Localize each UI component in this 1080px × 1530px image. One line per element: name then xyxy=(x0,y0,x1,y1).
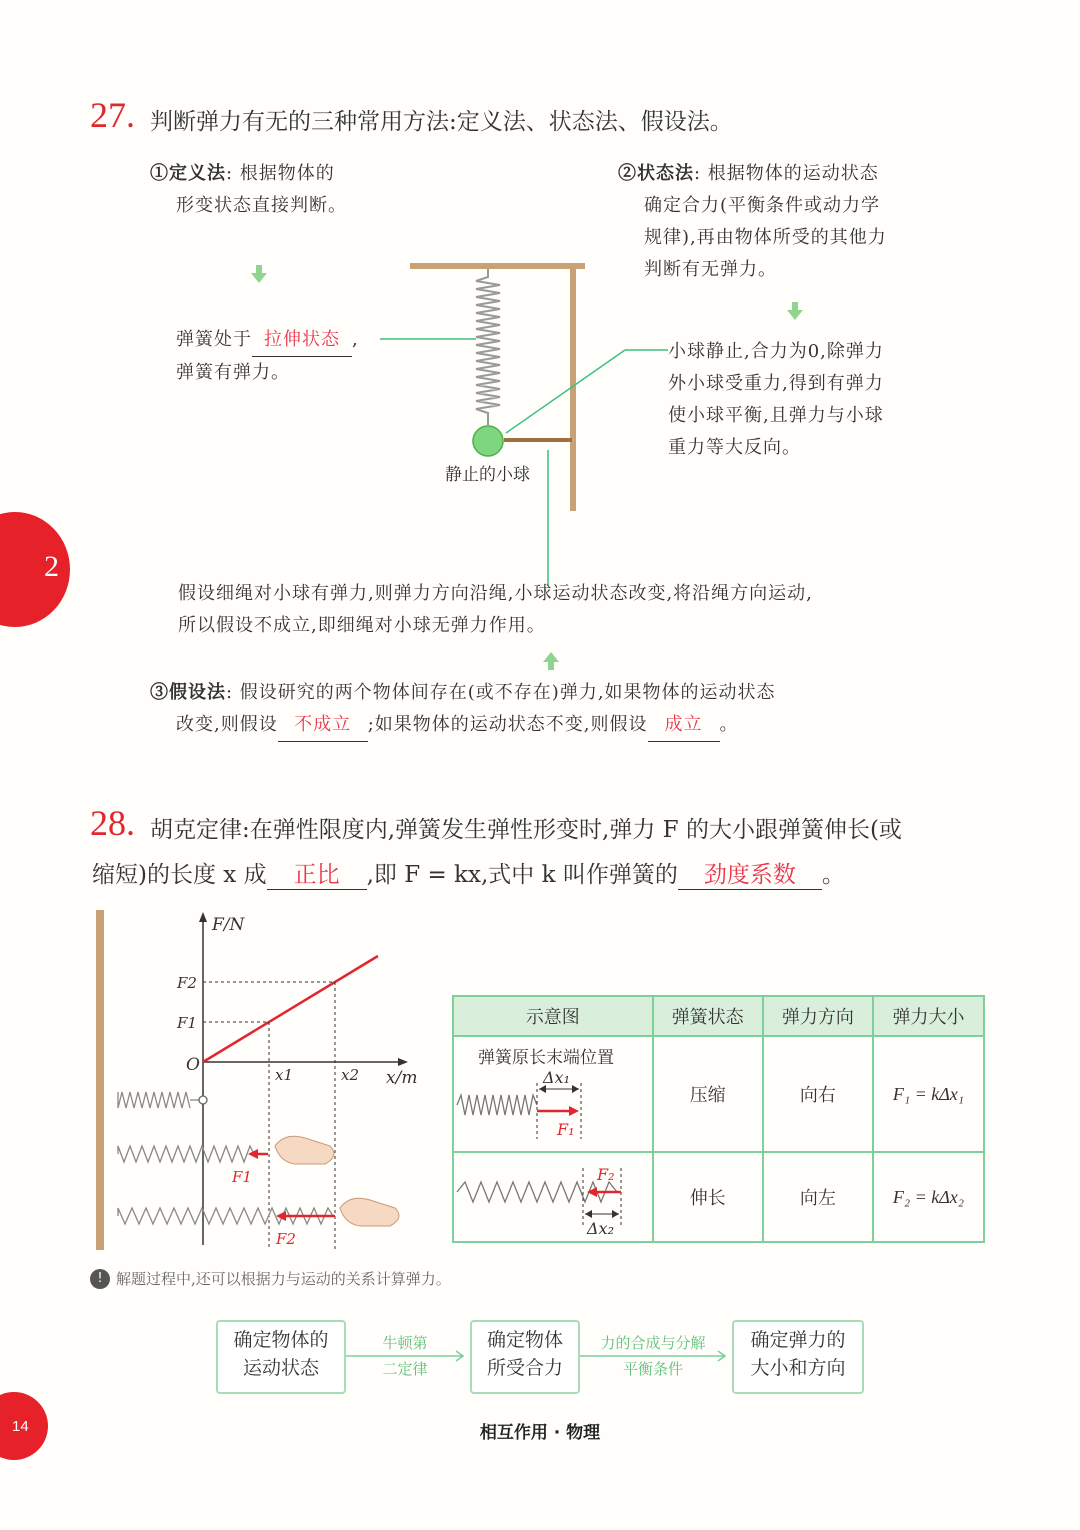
dx1-label: Δx₁ xyxy=(543,1068,570,1087)
state-line1: 小球静止,合力为0,除弹力 xyxy=(668,341,884,362)
ball-label: 静止的小球 xyxy=(445,465,530,485)
flow-arrow-2-line2: 平衡条件 xyxy=(622,1360,683,1378)
wall xyxy=(96,910,104,1250)
q28-line2-pre: 缩短)的长度 x 成 xyxy=(92,862,267,888)
spring-compressed xyxy=(118,1092,190,1108)
q28-number: 28. xyxy=(90,803,135,843)
chapter-tab xyxy=(0,512,70,627)
flow-box-3-line2: 大小和方向 xyxy=(750,1357,846,1379)
table-row xyxy=(453,1036,984,1152)
method3-mid: ;如果物体的运动状态不变,则假设 xyxy=(367,714,648,735)
spring-table xyxy=(452,995,985,1243)
flow-arrow-1-line1: 牛顿第 xyxy=(382,1334,428,1352)
method2-text2: 确定合力(平衡条件或动力学 xyxy=(644,195,881,216)
table-cell: F₁ = kΔx₁ xyxy=(873,1036,984,1152)
flow-box-3 xyxy=(732,1320,864,1394)
q27-title: 判断弹力有无的三种常用方法:定义法、状态法、假设法。 xyxy=(150,109,733,135)
table-header-cell: 弹力方向 xyxy=(763,996,873,1036)
state-line2: 外小球受重力,得到有弹力 xyxy=(668,373,884,394)
diagram-caption: 弹簧原长末端位置 xyxy=(478,1048,614,1068)
spring-natural xyxy=(118,1146,254,1162)
tip-text: 解题过程中,还可以根据力与运动的关系计算弹力。 xyxy=(116,1270,451,1288)
x-axis-label: x/m xyxy=(386,1068,418,1088)
answer-not-hold: 不成立 xyxy=(278,709,368,742)
spring-ball-figure xyxy=(340,255,680,595)
flow-box-3-line1: 确定弹力的 xyxy=(750,1329,846,1351)
answer-stretch: 拉伸状态 xyxy=(252,324,352,357)
method1 xyxy=(150,158,430,222)
flow-box-2-line1: 确定物体 xyxy=(486,1329,563,1351)
fx-chart xyxy=(90,910,420,1255)
fx-line xyxy=(203,956,378,1062)
method3-end: 。 xyxy=(719,714,739,735)
x-tick-label: x1 xyxy=(275,1066,294,1084)
origin-label: O xyxy=(186,1055,200,1075)
table-cell: 向右 xyxy=(763,1036,873,1152)
method2-text4: 判断有无弹力。 xyxy=(644,259,777,280)
arrow-up-icon xyxy=(543,652,559,670)
q27-number: 27. xyxy=(90,95,135,135)
table-cell: F₂ = kΔx₂ xyxy=(873,1152,984,1242)
table-header-cell: 弹簧状态 xyxy=(653,996,763,1036)
state-explanation xyxy=(668,336,968,464)
hypothesis-line1: 假设细绳对小球有弹力,则弹力方向沿绳,小球运动状态改变,将沿绳方向运动, xyxy=(178,583,813,604)
warning-icon: ! xyxy=(90,1269,110,1289)
x-tick-label: x2 xyxy=(341,1066,360,1084)
flow-box-1 xyxy=(216,1320,346,1394)
table-row xyxy=(453,1152,984,1242)
chapter-number: 2 xyxy=(44,550,59,583)
table-header-cell: 示意图 xyxy=(453,996,653,1036)
spring-pre: 弹簧处于 xyxy=(176,329,252,350)
method2-text3: 规律),再由物体所受的其他力 xyxy=(644,227,887,248)
arrow-down-icon xyxy=(251,265,267,283)
f1-label: F₁ xyxy=(557,1120,575,1139)
q28-line2-end: 。 xyxy=(821,862,845,888)
method3 xyxy=(150,677,980,742)
diagram-cell xyxy=(453,1152,653,1242)
method3-label: ③假设法 xyxy=(150,682,226,703)
method1-text: : 根据物体的 xyxy=(226,163,335,184)
tip xyxy=(90,1268,451,1289)
table-header-cell: 弹力大小 xyxy=(873,996,984,1036)
method3-text: : 假设研究的两个物体间存在(或不存在)弹力,如果物体的运动状态 xyxy=(226,682,776,703)
arrow-right-icon xyxy=(580,1350,730,1362)
hypothesis-text xyxy=(178,578,978,642)
f2-label: F₂ xyxy=(597,1165,615,1184)
table-header xyxy=(453,996,984,1036)
q28-line2-mid: ,即 F = kx,式中 k 叫作弹簧的 xyxy=(366,862,678,888)
answer-stiffness: 劲度系数 xyxy=(678,856,822,890)
page-number: 14 xyxy=(12,1418,29,1435)
flow-box-2 xyxy=(470,1320,580,1394)
force-label: F2 xyxy=(276,1230,296,1248)
method1-text2: 形变状态直接判断。 xyxy=(176,195,347,216)
footer: 相互作用 · 物理 xyxy=(479,1423,601,1443)
stretch-diagram xyxy=(455,1154,645,1240)
method2-label: ②状态法 xyxy=(618,163,694,184)
flow-arrow-1-line2: 二定律 xyxy=(382,1360,428,1378)
state-line4: 重力等大反向。 xyxy=(668,437,801,458)
y-tick-label: F1 xyxy=(177,1014,197,1032)
y-tick-label: F2 xyxy=(177,974,197,992)
q28-line2 xyxy=(92,856,845,890)
flow-box-2-line2: 所受合力 xyxy=(486,1357,563,1379)
answer-proportional: 正比 xyxy=(267,856,367,890)
answer-hold: 成立 xyxy=(648,709,720,742)
dx2-label: Δx₂ xyxy=(587,1219,614,1238)
flow-box-1-line1: 确定物体的 xyxy=(233,1329,329,1351)
y-axis-label: F/N xyxy=(212,915,245,935)
spring-post: , xyxy=(352,329,359,350)
table-cell: 压缩 xyxy=(653,1036,763,1152)
hypothesis-line2: 所以假设不成立,即细绳对小球无弹力作用。 xyxy=(178,615,546,636)
table-cell: 向左 xyxy=(763,1152,873,1242)
method1-label: ①定义法 xyxy=(150,163,226,184)
state-line3: 使小球平衡,且弹力与小球 xyxy=(668,405,884,426)
arrow-down-icon xyxy=(787,302,803,320)
table-cell: 伸长 xyxy=(653,1152,763,1242)
diagram-cell xyxy=(453,1036,653,1152)
method2-text: : 根据物体的运动状态 xyxy=(694,163,879,184)
arrow-right-icon xyxy=(346,1350,468,1362)
q28-line1: 胡克定律:在弹性限度内,弹簧发生弹性形变时,弹力 F 的大小跟弹簧伸长(或 xyxy=(150,817,902,843)
flow-arrow-2-line1: 力的合成与分解 xyxy=(600,1334,706,1352)
flow-box-1-line2: 运动状态 xyxy=(242,1357,319,1379)
method3-pre: 改变,则假设 xyxy=(176,714,278,735)
force-label: F1 xyxy=(232,1168,252,1186)
spring-line2: 弹簧有弹力。 xyxy=(176,362,290,383)
